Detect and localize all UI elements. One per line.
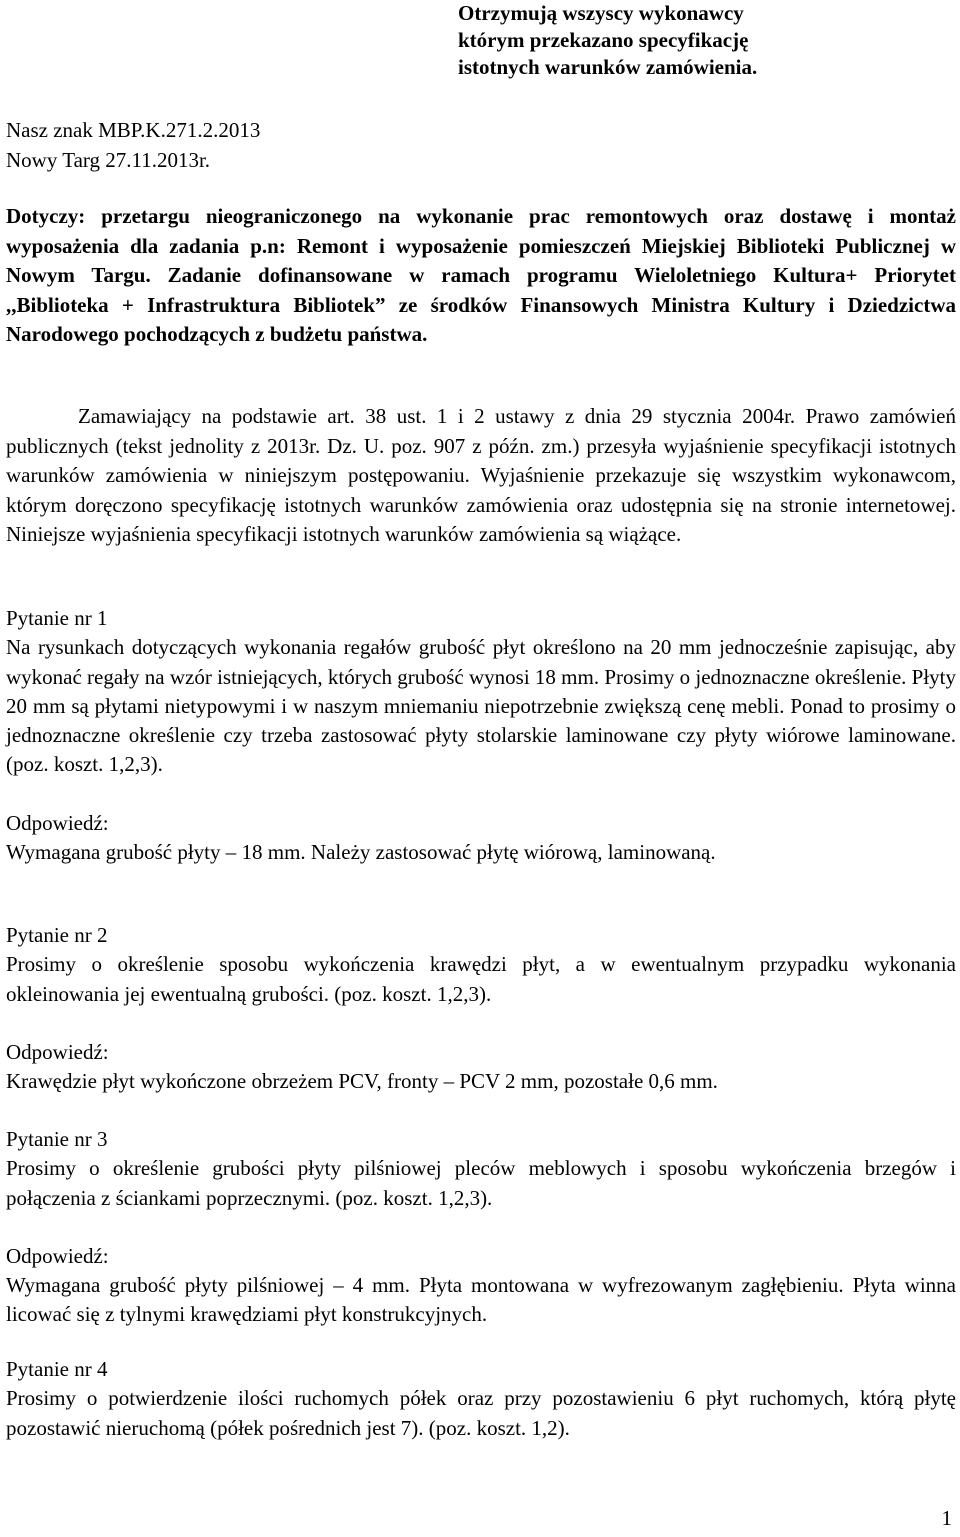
answer-label: Odpowiedź:: [6, 810, 109, 835]
recipients-line: którym przekazano specyfikację: [458, 28, 749, 52]
recipients-line: istotnych warunków zamówienia.: [458, 55, 758, 79]
question-label: Pytanie nr 1: [6, 606, 108, 630]
answer-label: Odpowiedź:: [6, 1243, 109, 1268]
intro-text: Zamawiający na podstawie art. 38 ust. 1 i 2 ustawy z dnia 29 stycznia 2004r. Prawo zamówień publicznych (tekst jednolity z 2013r. Dz. U. poz. 907 z późn. zm.) przesyła wyjaśnienie specyfikacji istotnych warunków zamówienia w niniejszym postępowaniu. Wyjaśnienie przekazuje się wszystkim wykonawcom, którym doręczono specyfikację istotnych warunków zamówienia oraz udostępnia się na stronie internetowej. Niniejsze wyjaśnienia specyfikacji istotnych warunków zamówienia są wiążące.: [6, 404, 956, 546]
intro-paragraph: [6, 402, 956, 550]
recipients-block: [458, 0, 938, 81]
answer-text: Wymagana grubość płyty pilśniowej – 4 mm. Płyta montowana w wyfrezowanym zagłębieniu. Płyta winna licować się z tylnymi krawędziami płyt konstrukcyjnych.: [6, 1273, 956, 1327]
answer-text: Krawędzie płyt wykończone obrzeżem PCV, fronty – PCV 2 mm, pozostałe 0,6 mm.: [6, 1069, 718, 1094]
question-label: Pytanie nr 2: [6, 923, 108, 947]
reference-sign: Nasz znak MBP.K.271.2.2013: [6, 118, 261, 142]
question-block-4: [6, 1355, 956, 1443]
question-block-3: [6, 1125, 956, 1330]
question-text: Prosimy o określenie sposobu wykończenia krawędzi płyt, a w ewentualnym przypadku wykonania okleinowania jej ewentualną grubości. (poz. koszt. 1,2,3).: [6, 952, 956, 1006]
question-block-2: [6, 921, 956, 1096]
answer-text: Wymagana grubość płyty – 18 mm. Należy zastosować płytę wiórową, laminowaną.: [6, 840, 716, 865]
recipients-line: Otrzymują wszyscy wykonawcy: [458, 1, 744, 25]
question-label: Pytanie nr 3: [6, 1127, 108, 1151]
question-text: Prosimy o potwierdzenie ilości ruchomych półek oraz przy pozostawieniu 6 płyt ruchomych, którą płytę pozostawić nieruchomą (półek pośrednich jest 7). (poz. koszt. 1,2).: [6, 1386, 956, 1440]
question-label: Pytanie nr 4: [6, 1357, 108, 1381]
question-block-1: [6, 604, 956, 867]
question-text: Prosimy o określenie grubości płyty pilśniowej pleców meblowych i sposobu wykończenia brzegów i połączenia z ściankami poprzecznymi. (poz. koszt. 1,2,3).: [6, 1156, 956, 1210]
place-date: Nowy Targ 27.11.2013r.: [6, 148, 211, 172]
question-text: Na rysunkach dotyczących wykonania regałów grubość płyt określono na 20 mm jednocześnie zapisując, aby wykonać regały na wzór istniejących, których grubość wynosi 18 mm. Prosimy o jednoznaczne określenie. Płyty 20 mm są płytami nietypowymi i w naszym mniemaniu niepotrzebnie zwiększą cenę mebli. Ponad to prosimy o jednoznaczne określenie czy trzeba zastosować płyty stolarskie laminowane czy płyty wiórowe laminowane. (poz. koszt. 1,2,3).: [6, 635, 957, 777]
answer-label: Odpowiedź:: [6, 1039, 109, 1064]
reference-block: [6, 115, 260, 175]
subject-paragraph: Dotyczy: przetargu nieograniczonego na wykonanie prac remontowych oraz dostawę i montaż wyposażenia dla zadania p.n: Remont i wyposażenie pomieszczeń Miejskiej Biblioteki Publicznej w Nowym Targu. Zadanie dofinansowane w ramach programu Wieloletniego Kultura+ Priorytet ,,Biblioteka + Infrastruktura Bibliotek” ze środków Finansowych Ministra Kultury i Dziedzictwa Narodowego pochodzących z budżetu państwa.: [6, 204, 956, 346]
page-number: 1: [941, 1506, 952, 1530]
